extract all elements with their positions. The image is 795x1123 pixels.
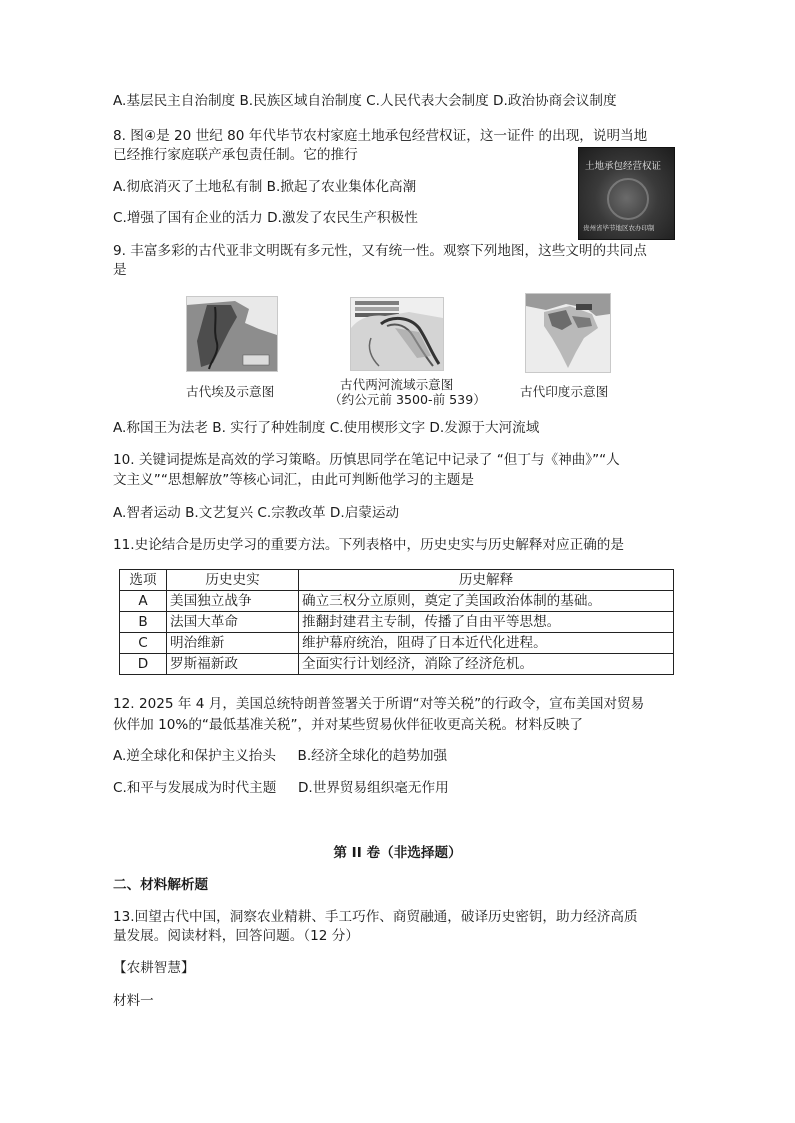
india-map-image xyxy=(525,293,611,373)
mesopotamia-map-image xyxy=(350,297,444,371)
table-row xyxy=(120,591,674,612)
table-cell-interpretation: 全面实行计划经济，消除了经济危机。 xyxy=(299,654,674,675)
table-cell-option: C xyxy=(120,633,167,654)
mesopotamia-map-caption: 古代两河流域示意图 xyxy=(340,377,454,392)
certificate-issuer: 贵州省毕节地区农办印制 xyxy=(583,224,655,232)
table-header-interpretation: 历史解释 xyxy=(299,570,674,591)
subheading-farming-wisdom: 【农耕智慧】 xyxy=(113,960,195,976)
q8-stem-line2: 已经推行家庭联产承包责任制。它的推行 xyxy=(113,147,358,163)
q13-stem-line2: 量发展。阅读材料，回答问题。（12 分） xyxy=(113,928,359,944)
q12-options-ab: A.逆全球化和保护主义抬头 B.经济全球化的趋势加强 xyxy=(113,748,448,764)
q10-stem-line1: 10. 关键词提炼是高效的学习策略。历慎思同学在笔记中记录了 “但丁与《神曲》”“人 xyxy=(113,452,620,468)
q13-stem-line1: 13.回望古代中国，洞察农业精耕、手工巧作、商贸融通，破译历史密钥，助力经济高质 xyxy=(113,909,638,925)
table-cell-fact: 美国独立战争 xyxy=(167,591,299,612)
table-cell-interpretation: 确立三权分立原则，奠定了美国政治体制的基础。 xyxy=(299,591,674,612)
material-one-label: 材料一 xyxy=(113,993,154,1009)
table-cell-option: B xyxy=(120,612,167,633)
part-title: 二、材料解析题 xyxy=(113,877,209,893)
table-header-option: 选项 xyxy=(120,570,167,591)
table-cell-option: A xyxy=(120,591,167,612)
egypt-map-caption: 古代埃及示意图 xyxy=(186,384,275,399)
q9-stem-line2: 是 xyxy=(113,262,127,278)
q9-stem-line1: 9. 丰富多彩的古代亚非文明既有多元性，又有统一性。观察下列地图，这些文明的共同点 xyxy=(113,243,647,259)
table-cell-interpretation: 推翻封建君主专制，传播了自由平等思想。 xyxy=(299,612,674,633)
national-emblem-icon xyxy=(607,178,649,220)
q8-stem-line1: 8. 图④是 20 世纪 80 年代毕节农村家庭土地承包经营权证，这一证件 的出现，说明当地 xyxy=(113,128,648,144)
q8-options-ab: A.彻底消灭了土地私有制 B.掀起了农业集体化高潮 xyxy=(113,179,417,195)
q12-stem-line2: 伙伴加 10%的“最低基准关税”，并对某些贸易伙伴征收更高关税。材料反映了 xyxy=(113,717,584,733)
mesopotamia-map-dates: （约公元前 3500-前 539） xyxy=(329,392,486,407)
q12-stem-line1: 12. 2025 年 4 月，美国总统特朗普签署关于所谓“对等关税”的行政令，宣布美国对贸易 xyxy=(113,696,645,712)
table-cell-interpretation: 维护幕府统治，阻碍了日本近代化进程。 xyxy=(299,633,674,654)
q8-options-cd: C.增强了国有企业的活力 D.激发了农民生产积极性 xyxy=(113,210,418,226)
table-row xyxy=(120,633,674,654)
table-cell-fact: 法国大革命 xyxy=(167,612,299,633)
q10-stem-line2: 文主义”“思想解放”等核心词汇，由此可判断他学习的主题是 xyxy=(113,472,474,488)
table-cell-fact: 罗斯福新政 xyxy=(167,654,299,675)
table-cell-fact: 明治维新 xyxy=(167,633,299,654)
q12-options-cd: C.和平与发展成为时代主题 D.世界贸易组织毫无作用 xyxy=(113,780,449,796)
india-map-caption: 古代印度示意图 xyxy=(520,384,609,399)
table-row xyxy=(120,654,674,675)
q9-options: A.称国王为法老 B. 实行了种姓制度 C.使用楔形文字 D.发源于大河流域 xyxy=(113,420,540,436)
table-header-fact: 历史史实 xyxy=(167,570,299,591)
certificate-title: 土地承包经营权证 xyxy=(585,161,662,172)
q10-options: A.智者运动 B.文艺复兴 C.宗教改革 D.启蒙运动 xyxy=(113,505,400,521)
table-cell-option: D xyxy=(120,654,167,675)
section-title: 第 II 卷（非选择题） xyxy=(333,845,462,861)
q7-options: A.基层民主自治制度 B.民族区域自治制度 C.人民代表大会制度 D.政治协商会议制度 xyxy=(113,93,617,109)
table-row xyxy=(120,612,674,633)
land-certificate-image xyxy=(578,147,675,240)
q11-stem: 11.史论结合是历史学习的重要方法。下列表格中，历史史实与历史解释对应正确的是 xyxy=(113,537,624,553)
egypt-map-image xyxy=(186,296,278,372)
table-header-row xyxy=(120,570,674,591)
history-table xyxy=(119,569,674,675)
